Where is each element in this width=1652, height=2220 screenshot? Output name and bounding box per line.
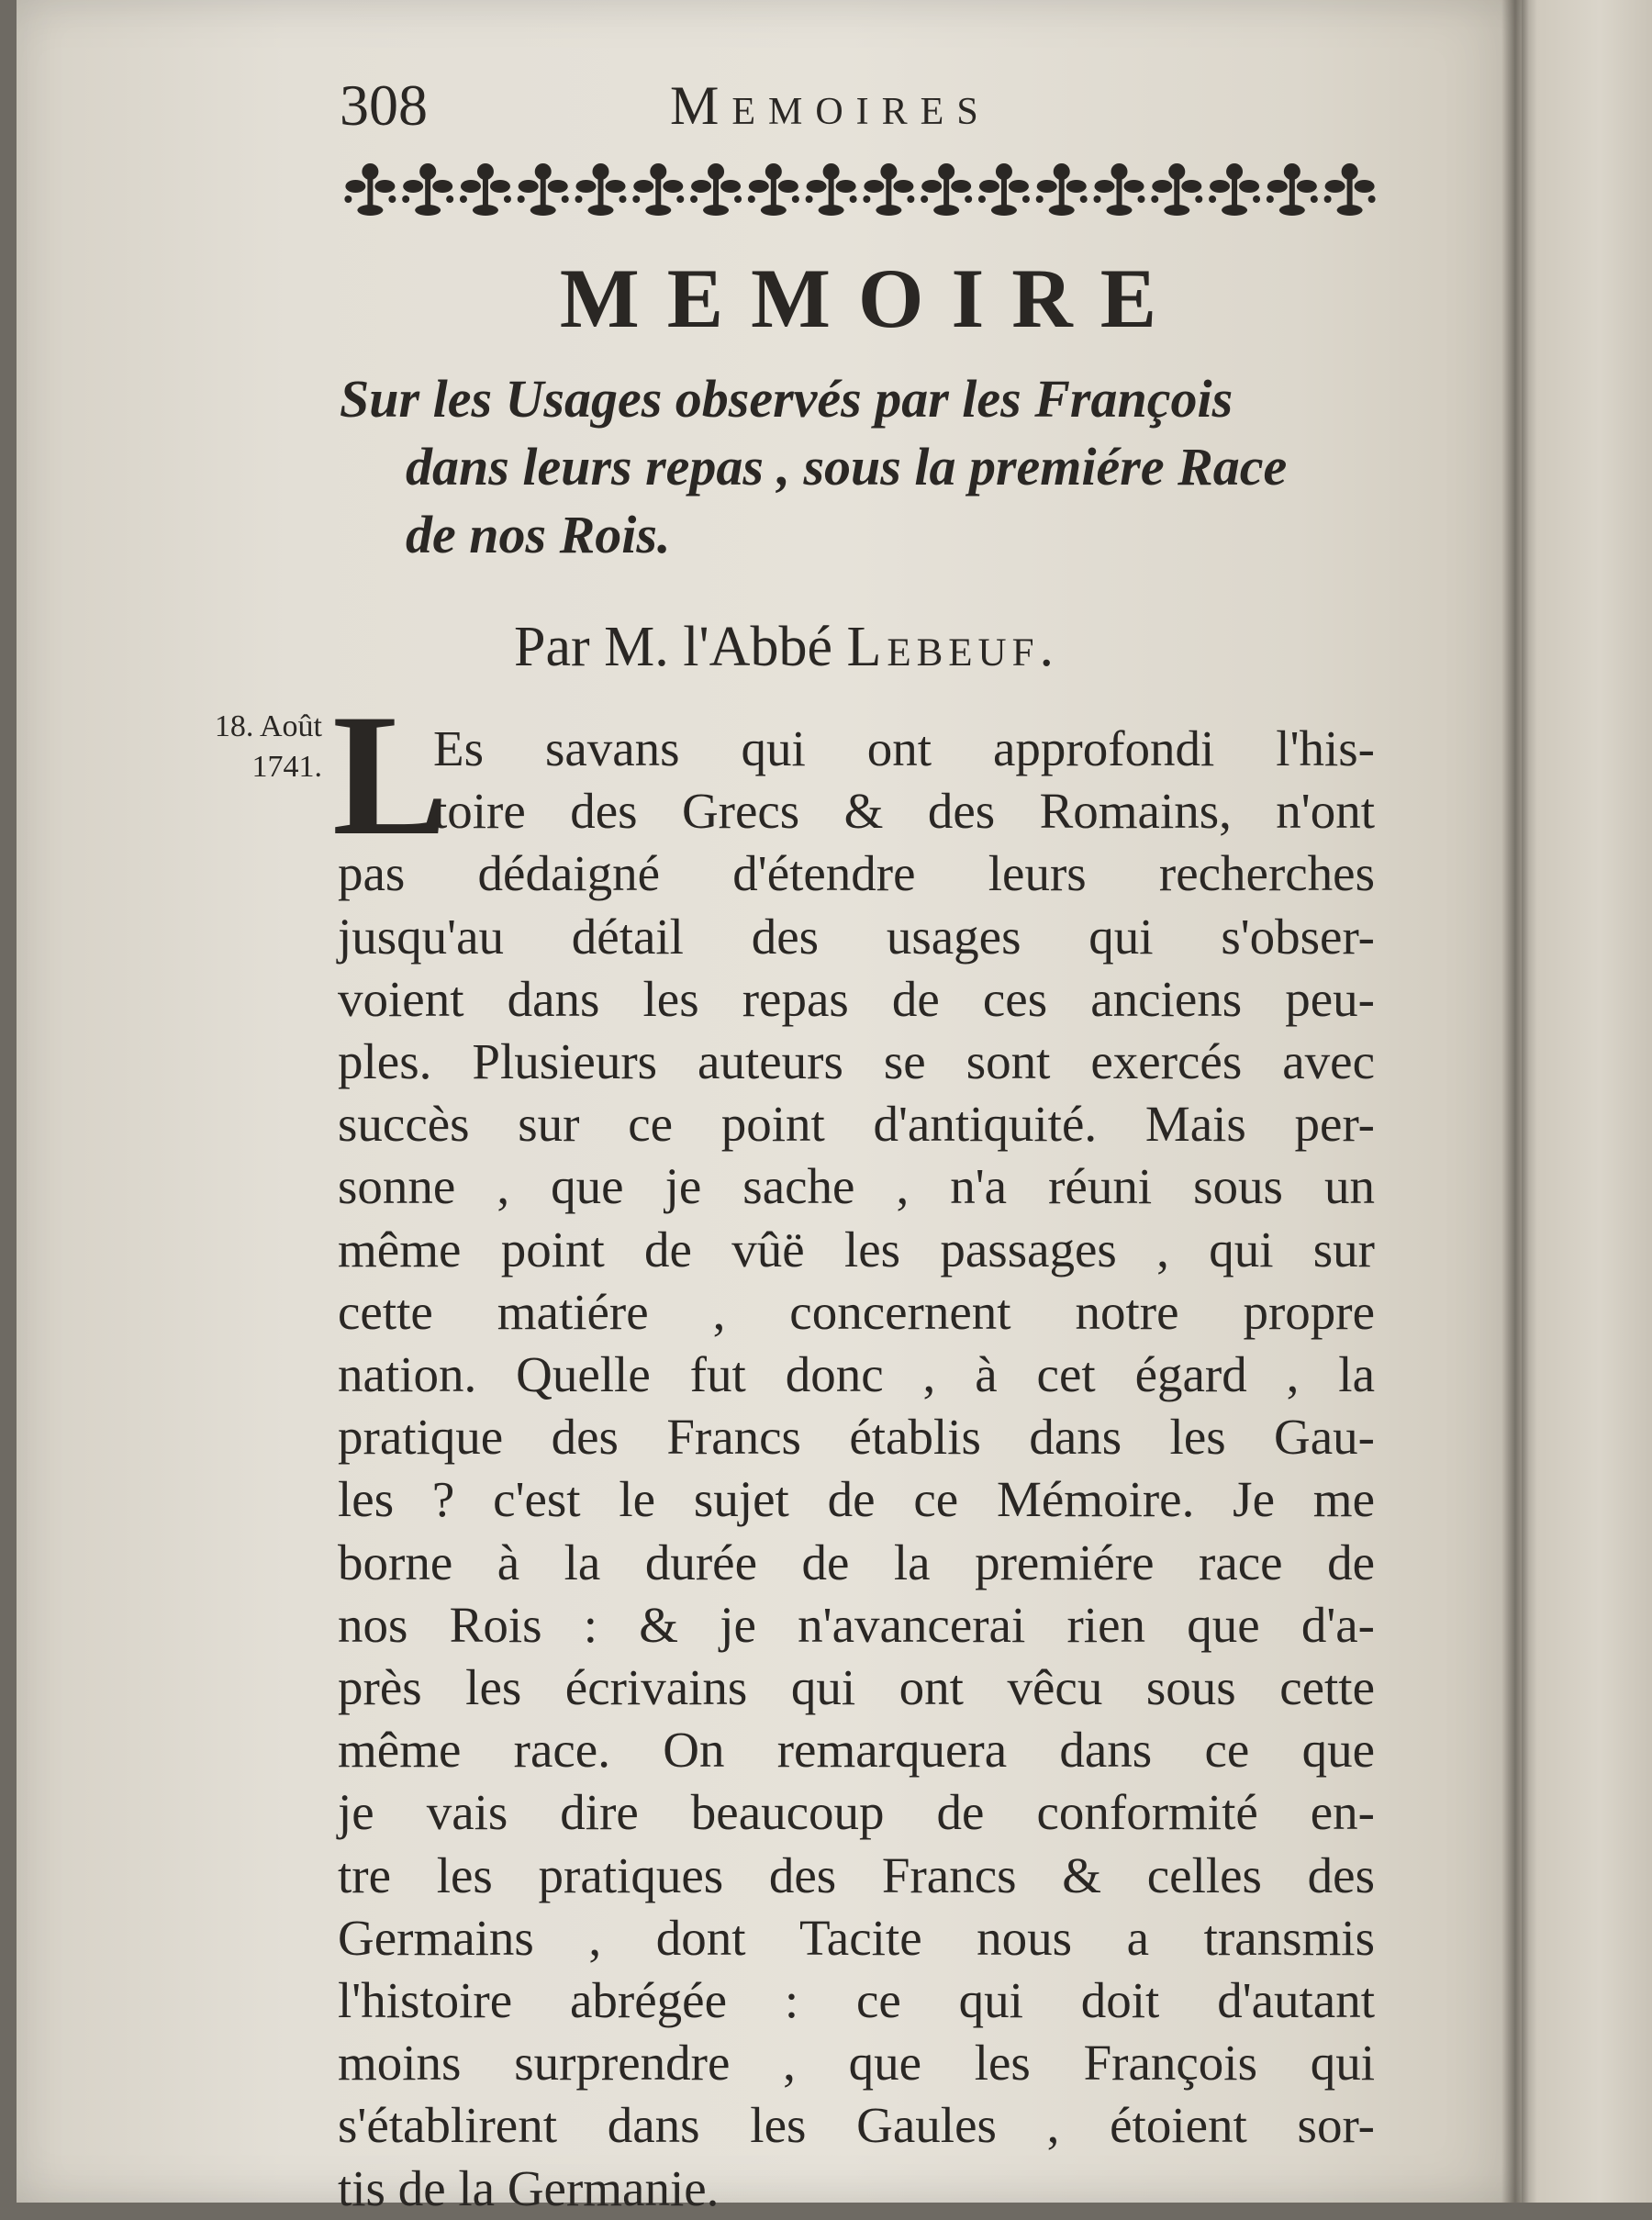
subtitle-line: dans leurs repas , sous la premiére Race	[406, 437, 1288, 496]
body-line: même point de vûë les passages , qui sur	[338, 1221, 1375, 1277]
body-line: borne à la durée de la premiére race de	[338, 1534, 1375, 1590]
body-line: pas dédaigné d'étendre leurs recherches	[338, 845, 1375, 902]
body-line: cette matiére , concernent notre propre	[338, 1283, 1375, 1340]
body-line: nation. Quelle fut donc , à cet égard , la	[338, 1346, 1375, 1403]
fleuron-ornament-icon	[863, 163, 914, 216]
body-line: sonne , que je sache , n'a réuni sous un	[338, 1158, 1375, 1215]
body-line: Germains , dont Tacite nous a transmis	[338, 1909, 1375, 1966]
drop-cap: L	[332, 679, 449, 872]
body-text	[338, 718, 1375, 2220]
body-line: pratique des Francs établis dans les Gau-	[338, 1409, 1375, 1466]
body-line: ples. Plusieurs auteurs se sont exercés avec	[338, 1033, 1375, 1090]
margin-date-note	[162, 707, 322, 787]
body-line: nos Rois : & je n'avancerai rien que d'a-	[338, 1596, 1375, 1653]
fleuron-ornament-icon	[344, 163, 396, 216]
body-line: Es savans qui ont approfondi l'his-	[433, 720, 1375, 776]
fleuron-ornament-icon	[978, 163, 1030, 216]
fleuron-ornament-icon	[921, 163, 972, 216]
body-line: voient dans les repas de ces anciens peu-	[338, 970, 1375, 1027]
fleuron-ornament-icon	[690, 163, 742, 216]
body-line: l'histoire abrégée : ce qui doit d'autant	[338, 1972, 1375, 2029]
page-number: 308	[340, 73, 428, 138]
fleuron-ornament-icon	[748, 163, 799, 216]
fleuron-ornament-icon	[632, 163, 684, 216]
body-line: s'établirent dans les Gaules , étoient sor-	[338, 2097, 1375, 2154]
running-head	[340, 64, 1377, 147]
body-line: les ? c'est le sujet de ce Mémoire. Je me	[338, 1471, 1375, 1528]
fleuron-ornament-icon	[806, 163, 857, 216]
author-surname: Lebeuf.	[846, 616, 1060, 678]
body-line: succès sur ce point d'antiquité. Mais per-	[338, 1096, 1375, 1153]
fleuron-ornament-icon	[1324, 163, 1376, 216]
author-line	[514, 606, 1248, 688]
fleuron-ornament-icon	[402, 163, 453, 216]
body-line: même race. On remarquera dans ce que	[338, 1722, 1375, 1779]
margin-date-year: 1741.	[251, 750, 322, 784]
margin-date-day: 18. Août	[214, 709, 322, 743]
adjacent-page-edge	[1522, 0, 1652, 2203]
fleuron-ornament-icon	[460, 163, 511, 216]
author-prefix: Par M. l'Abbé	[514, 616, 832, 678]
body-line: près les écrivains qui ont vêcu sous cette	[338, 1659, 1375, 1716]
body-line: tis de la Germanie.	[338, 2159, 720, 2216]
fleuron-ornament-icon	[518, 163, 569, 216]
fleuron-ornament-icon	[1036, 163, 1088, 216]
body-line: toire des Grecs & des Romains, n'ont	[433, 783, 1375, 840]
subtitle-line: Sur les Usages observés par les François	[340, 369, 1233, 429]
memoire-subtitle	[340, 365, 1395, 569]
fleuron-ornament-icon	[1094, 163, 1145, 216]
body-line: tre les pratiques des Francs & celles des	[338, 1846, 1375, 1903]
fleuron-ornament-band	[341, 147, 1379, 229]
body-line: jusqu'au détail des usages qui s'obser-	[338, 908, 1375, 965]
fleuron-ornament-icon	[1267, 163, 1318, 216]
page-gutter-shadow	[1501, 0, 1529, 2203]
body-line: moins surprendre , que les François qui	[338, 2035, 1375, 2092]
subtitle-line: de nos Rois.	[406, 505, 671, 564]
memoire-title: MEMOIRE	[559, 251, 1185, 345]
fleuron-ornament-icon	[1209, 163, 1260, 216]
fleuron-ornament-icon	[1151, 163, 1202, 216]
fleuron-ornament-icon	[575, 163, 627, 216]
running-title: Memoires	[670, 75, 991, 136]
body-line: je vais dire beaucoup de conformité en-	[338, 1784, 1375, 1841]
